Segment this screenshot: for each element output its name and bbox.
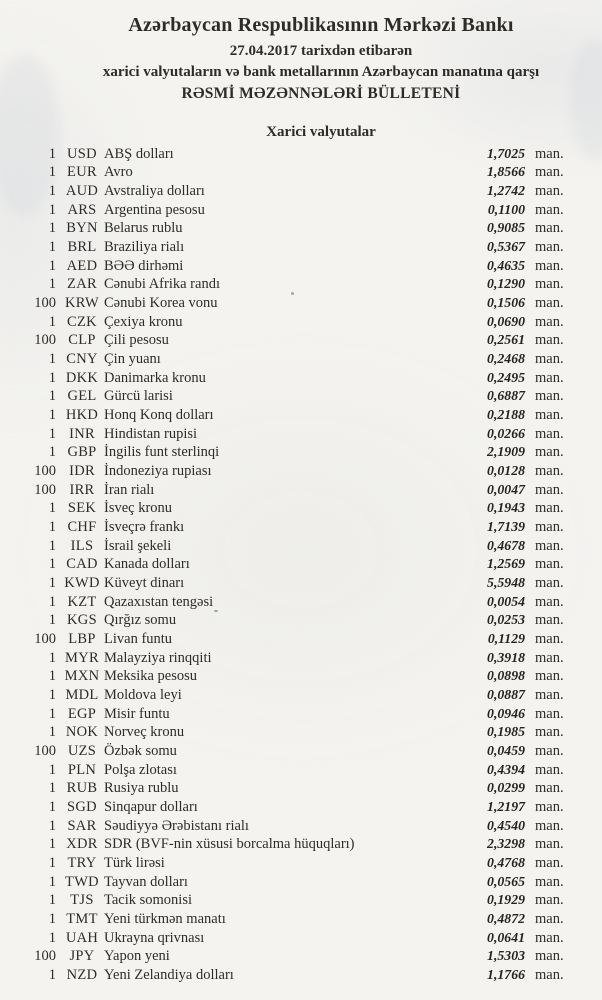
rate-value-cell: 0,0898 — [487, 668, 525, 684]
currency-code-cell: EUR — [67, 164, 97, 181]
rate-row — [0, 723, 602, 742]
unit-cell: man. — [535, 276, 564, 293]
rate-row — [0, 835, 602, 854]
unit-cell: man. — [535, 873, 564, 890]
quantity-cell: 100 — [34, 294, 56, 311]
bulletin-title: RƏSMİ MƏZƏNNƏLƏRİ BÜLLETENİ — [181, 85, 461, 102]
currency-code-cell: RUB — [66, 780, 98, 797]
rate-value-cell: 1,7025 — [487, 145, 525, 161]
currency-name-cell: İsveçrə frankı — [104, 518, 185, 535]
currency-name-cell: Belarus rublu — [104, 220, 183, 237]
rate-value-cell: 0,6887 — [487, 388, 525, 404]
currency-name-cell: Sinqapur dolları — [104, 799, 198, 816]
currency-name-cell: Livan funtu — [104, 630, 173, 647]
rate-row — [0, 275, 602, 294]
document-header — [42, 13, 600, 104]
unit-cell: man. — [535, 593, 564, 610]
unit-cell: man. — [535, 500, 564, 517]
rates-table — [0, 145, 602, 985]
unit-cell: man. — [535, 724, 564, 741]
quantity-cell: 1 — [48, 780, 56, 797]
currency-code-cell: PLN — [67, 761, 97, 778]
currency-code-cell: IDR — [69, 462, 95, 479]
unit-cell: man. — [535, 799, 564, 816]
unit-cell: man. — [535, 182, 564, 199]
rate-row — [0, 238, 602, 257]
quantity-cell: 100 — [34, 462, 56, 479]
currency-code-cell: KWD — [64, 574, 100, 591]
unit-cell: man. — [535, 574, 564, 591]
quantity-cell: 1 — [48, 556, 56, 573]
rate-row — [0, 369, 602, 388]
rate-row — [0, 518, 602, 537]
rate-value-cell: 0,1929 — [487, 892, 525, 908]
currency-code-cell: ILS — [70, 537, 94, 554]
unit-cell: man. — [535, 350, 564, 367]
rate-value-cell: 0,0690 — [487, 313, 525, 329]
rate-row — [0, 201, 602, 220]
currency-code-cell: EGP — [67, 705, 97, 722]
rate-row — [0, 462, 602, 481]
rate-row — [0, 891, 602, 910]
rate-value-cell: 0,0641 — [487, 929, 525, 945]
currency-name-cell: Moldova leyi — [104, 686, 182, 703]
quantity-cell: 1 — [48, 238, 56, 255]
currency-name-cell: ABŞ dolları — [104, 145, 174, 162]
rate-value-cell: 0,0946 — [487, 705, 525, 721]
unit-cell: man. — [535, 556, 564, 573]
quantity-cell: 1 — [48, 313, 56, 330]
unit-cell: man. — [535, 686, 564, 703]
rate-row — [0, 649, 602, 668]
currency-code-cell: UZS — [67, 743, 97, 759]
unit-cell: man. — [535, 425, 564, 442]
quantity-cell: 1 — [48, 593, 56, 610]
effective-date: 27.04.2017 tarixdən etibarən — [229, 43, 413, 59]
unit-cell: man. — [535, 780, 564, 797]
unit-cell: man. — [535, 761, 564, 778]
rate-value-cell: 1,7139 — [487, 518, 525, 534]
rate-value-cell: 0,1129 — [487, 630, 525, 646]
unit-cell: man. — [535, 836, 564, 853]
unit-cell: man. — [535, 649, 564, 666]
currency-code-cell: CAD — [66, 556, 98, 573]
unit-cell: man. — [535, 967, 564, 984]
bank-name: Azərbaycan Respublikasının Mərkəzi Bankı — [128, 14, 514, 36]
currency-name-cell: Cənubi Korea vonu — [104, 294, 218, 311]
quantity-cell: 1 — [48, 425, 56, 442]
currency-code-cell: CZK — [67, 313, 97, 330]
quantity-cell: 1 — [48, 705, 56, 722]
currency-code-cell: CNY — [66, 350, 98, 367]
rate-value-cell: 0,0299 — [487, 780, 525, 796]
currency-code-cell: MYR — [65, 649, 99, 666]
currency-code-cell: SEK — [67, 500, 97, 517]
unit-cell: man. — [535, 705, 564, 722]
rate-row — [0, 313, 602, 332]
unit-cell: man. — [535, 612, 564, 629]
currency-name-cell: İngilis funt sterlinqi — [104, 444, 220, 461]
currency-code-cell: MDL — [65, 686, 99, 703]
rate-row — [0, 798, 602, 817]
currency-code-cell: BYN — [66, 220, 98, 237]
unit-cell: man. — [535, 855, 564, 872]
currency-code-cell: ZAR — [67, 276, 97, 293]
rate-row — [0, 499, 602, 518]
rate-row — [0, 929, 602, 948]
unit-cell: man. — [535, 668, 564, 685]
unit-cell: man. — [535, 164, 564, 181]
currency-name-cell: Çili pesosu — [104, 332, 169, 349]
quantity-cell: 100 — [34, 743, 56, 759]
quantity-cell: 1 — [48, 145, 56, 162]
quantity-cell: 100 — [34, 481, 56, 498]
rate-value-cell: 0,9085 — [487, 220, 525, 236]
currency-code-cell: SGD — [67, 799, 97, 816]
rate-value-cell: 2,3298 — [487, 836, 525, 852]
rate-value-cell: 0,2468 — [487, 350, 525, 366]
unit-cell: man. — [535, 294, 564, 311]
rate-value-cell: 0,1943 — [487, 500, 525, 516]
rate-value-cell: 0,0128 — [487, 462, 525, 478]
unit-cell: man. — [535, 817, 564, 834]
rate-value-cell: 0,5367 — [487, 238, 525, 254]
rate-row — [0, 630, 602, 649]
currency-code-cell: TMT — [66, 911, 98, 928]
quantity-cell: 1 — [48, 724, 56, 741]
currency-name-cell: Çin yuanı — [104, 350, 161, 367]
rate-value-cell: 0,1985 — [487, 724, 525, 740]
rate-value-cell: 0,4394 — [487, 761, 525, 777]
rate-row — [0, 817, 602, 836]
scope-line: xarici valyutaların və bank metallarının Azərbaycan manatına qarşı — [102, 64, 540, 80]
rate-value-cell: 0,4540 — [487, 817, 525, 833]
currency-code-cell: XDR — [66, 836, 98, 853]
quantity-cell: 1 — [48, 855, 56, 872]
unit-cell: man. — [535, 743, 564, 759]
rate-value-cell: 0,4768 — [487, 855, 525, 871]
unit-cell: man. — [535, 201, 564, 218]
quantity-cell: 1 — [48, 182, 56, 199]
rate-row — [0, 705, 602, 724]
quantity-cell: 1 — [48, 388, 56, 405]
currency-code-cell: TWD — [65, 873, 99, 890]
currency-name-cell: Türk lirəsi — [104, 855, 165, 872]
rate-value-cell: 0,0266 — [487, 425, 525, 441]
rate-row — [0, 425, 602, 444]
rate-row — [0, 593, 602, 612]
currency-name-cell: Meksika pesosu — [104, 668, 198, 685]
currency-name-cell: Honq Konq dolları — [104, 406, 214, 423]
currency-code-cell: KRW — [65, 294, 99, 311]
currency-name-cell: Səudiyyə Ərəbistanı rialı — [104, 817, 249, 834]
rate-row — [0, 350, 602, 369]
currency-code-cell: NZD — [66, 967, 98, 984]
currency-name-cell: Yapon yeni — [104, 948, 170, 965]
quantity-cell: 1 — [48, 276, 56, 293]
rate-value-cell: 0,1290 — [487, 276, 525, 292]
rate-value-cell: 0,0887 — [487, 686, 525, 702]
rate-row — [0, 947, 602, 966]
unit-cell: man. — [535, 911, 564, 928]
unit-cell: man. — [535, 537, 564, 554]
rate-value-cell: 0,4872 — [487, 911, 525, 927]
currency-name-cell: Norveç kronu — [104, 724, 185, 741]
unit-cell: man. — [535, 313, 564, 330]
rate-row — [0, 854, 602, 873]
rate-row — [0, 910, 602, 929]
unit-cell: man. — [535, 444, 564, 461]
currency-code-cell: TRY — [67, 855, 97, 872]
currency-name-cell: İsveç kronu — [104, 500, 173, 517]
currency-code-cell: MXN — [64, 668, 100, 685]
quantity-cell: 1 — [48, 350, 56, 367]
rate-value-cell: 0,0047 — [487, 481, 525, 497]
currency-name-cell: Argentina pesosu — [104, 201, 205, 218]
currency-name-cell: Misir funtu — [104, 705, 170, 722]
rate-row — [0, 182, 602, 201]
rate-value-cell: 1,2569 — [487, 556, 525, 572]
currency-name-cell: İran rialı — [104, 481, 155, 498]
rate-row — [0, 555, 602, 574]
rate-value-cell: 0,0253 — [487, 612, 525, 628]
unit-cell: man. — [535, 462, 564, 479]
currency-name-cell: Polşa zlotası — [104, 761, 177, 778]
currency-name-cell: Braziliya rialı — [104, 238, 185, 255]
currency-name-cell: Avstraliya dolları — [104, 182, 205, 199]
currency-code-cell: USD — [67, 145, 97, 162]
quantity-cell: 1 — [48, 761, 56, 778]
quantity-cell: 1 — [48, 537, 56, 554]
currency-code-cell: LBP — [68, 630, 96, 647]
rate-value-cell: 1,2197 — [487, 799, 525, 815]
currency-code-cell: AUD — [65, 182, 99, 199]
currency-name-cell: BƏƏ dirhəmi — [104, 257, 184, 274]
quantity-cell: 1 — [48, 967, 56, 984]
rate-row — [0, 686, 602, 705]
currency-name-cell: Cənubi Afrika randı — [104, 276, 220, 293]
rate-row — [0, 257, 602, 276]
quantity-cell: 100 — [34, 332, 56, 349]
unit-cell: man. — [535, 406, 564, 423]
quantity-cell: 100 — [34, 630, 56, 647]
currency-name-cell: Tayvan dolları — [104, 873, 188, 890]
rate-row — [0, 294, 602, 313]
unit-cell: man. — [535, 481, 564, 498]
rate-value-cell: 0,1100 — [487, 201, 525, 217]
rate-row — [0, 537, 602, 556]
currency-name-cell: Ukrayna qrivnası — [104, 929, 205, 946]
quantity-cell: 1 — [48, 929, 56, 946]
quantity-cell: 1 — [48, 518, 56, 535]
rate-row — [0, 387, 602, 406]
rate-row — [0, 331, 602, 350]
currency-name-cell: İsrail şekeli — [104, 537, 172, 554]
quantity-cell: 1 — [48, 836, 56, 853]
currency-code-cell: IRR — [69, 481, 95, 498]
unit-cell: man. — [535, 948, 564, 965]
quantity-cell: 1 — [48, 892, 56, 909]
quantity-cell: 1 — [48, 574, 56, 591]
rate-value-cell: 1,2742 — [487, 182, 525, 198]
currency-code-cell: ARS — [67, 201, 97, 218]
quantity-cell: 1 — [48, 201, 56, 218]
rate-row — [0, 779, 602, 798]
quantity-cell: 100 — [34, 948, 56, 965]
currency-name-cell: Özbək somu — [104, 743, 177, 759]
rate-value-cell: 0,2188 — [487, 406, 525, 422]
unit-cell: man. — [535, 238, 564, 255]
currency-code-cell: INR — [69, 425, 95, 442]
rate-row — [0, 443, 602, 462]
currency-code-cell: DKK — [65, 369, 99, 386]
currency-name-cell: Küveyt dinarı — [104, 574, 185, 591]
currency-name-cell: Qazaxıstan tengəsi — [104, 593, 214, 610]
currency-code-cell: CHF — [67, 518, 97, 535]
unit-cell: man. — [535, 220, 564, 237]
unit-cell: man. — [535, 332, 564, 349]
section-title: Xarici valyutalar — [266, 124, 376, 140]
currency-name-cell: SDR (BVF-nin xüsusi borcalma hüquqları) — [104, 836, 355, 853]
currency-name-cell: İndoneziya rupiası — [104, 462, 212, 479]
rate-row — [0, 667, 602, 686]
quantity-cell: 1 — [48, 500, 56, 517]
currency-code-cell: SAR — [67, 817, 97, 834]
rate-value-cell: 0,2561 — [487, 332, 525, 348]
rate-value-cell: 5,5948 — [487, 574, 525, 590]
currency-name-cell: Tacik somonisi — [104, 892, 192, 909]
currency-name-cell: Çexiya kronu — [104, 313, 183, 330]
rate-value-cell: 0,4635 — [487, 257, 525, 273]
currency-code-cell: GEL — [67, 388, 97, 405]
rate-row — [0, 742, 602, 761]
unit-cell: man. — [535, 892, 564, 909]
quantity-cell: 1 — [48, 612, 56, 629]
currency-code-cell: GBP — [67, 444, 97, 461]
quantity-cell: 1 — [48, 799, 56, 816]
currency-code-cell: JPY — [69, 948, 95, 965]
currency-code-cell: KZT — [67, 593, 97, 610]
quantity-cell: 1 — [48, 911, 56, 928]
rate-value-cell: 1,1766 — [487, 967, 525, 983]
currency-name-cell: Kanada dolları — [104, 556, 190, 573]
currency-code-cell: CLP — [68, 332, 96, 349]
rate-value-cell: 0,3918 — [487, 649, 525, 665]
currency-name-cell: Yeni Zelandiya dolları — [104, 967, 234, 984]
currency-code-cell: AED — [66, 257, 98, 274]
quantity-cell: 1 — [48, 220, 56, 237]
rate-row — [0, 219, 602, 238]
unit-cell: man. — [535, 518, 564, 535]
unit-cell: man. — [535, 369, 564, 386]
rate-value-cell: 0,0459 — [487, 743, 525, 758]
currency-code-cell: KGS — [67, 612, 97, 629]
unit-cell: man. — [535, 630, 564, 647]
rate-value-cell: 0,0565 — [487, 873, 525, 889]
rate-row — [0, 406, 602, 425]
quantity-cell: 1 — [48, 649, 56, 666]
currency-code-cell: TJS — [70, 892, 94, 909]
quantity-cell: 1 — [48, 406, 56, 423]
rate-value-cell: 0,2495 — [487, 369, 525, 385]
rate-value-cell: 0,1506 — [487, 294, 525, 310]
rate-row — [0, 611, 602, 630]
currency-name-cell: Malayziya rinqqiti — [104, 649, 212, 666]
quantity-cell: 1 — [48, 257, 56, 274]
rate-row — [0, 481, 602, 500]
rate-value-cell: 1,5303 — [487, 948, 525, 964]
currency-name-cell: Qırğız somu — [104, 612, 177, 629]
rate-row — [0, 966, 602, 985]
currency-name-cell: Avro — [104, 164, 133, 181]
quantity-cell: 1 — [48, 444, 56, 461]
rate-value-cell: 0,4678 — [487, 537, 525, 553]
rate-row — [0, 163, 602, 182]
rate-value-cell: 2,1909 — [487, 444, 525, 460]
currency-name-cell: Rusiya rublu — [104, 780, 179, 797]
rate-row — [0, 574, 602, 593]
quantity-cell: 1 — [48, 164, 56, 181]
rate-value-cell: 1,8566 — [487, 164, 525, 180]
quantity-cell: 1 — [48, 686, 56, 703]
quantity-cell: 1 — [48, 369, 56, 386]
unit-cell: man. — [535, 929, 564, 946]
unit-cell: man. — [535, 257, 564, 274]
unit-cell: man. — [535, 388, 564, 405]
rate-row — [0, 761, 602, 780]
rate-row — [0, 145, 602, 164]
currency-code-cell: HKD — [65, 406, 99, 423]
unit-cell: man. — [535, 145, 564, 162]
quantity-cell: 1 — [48, 668, 56, 685]
rate-value-cell: 0,0054 — [487, 593, 525, 609]
rate-row — [0, 873, 602, 892]
currency-name-cell: Yeni türkmən manatı — [104, 911, 226, 928]
currency-code-cell: UAH — [65, 929, 99, 946]
currency-code-cell: BRL — [67, 238, 97, 255]
currency-code-cell: NOK — [65, 724, 99, 741]
currency-name-cell: Hindistan rupisi — [104, 425, 198, 442]
currency-name-cell: Gürcü larisi — [104, 388, 173, 405]
quantity-cell: 1 — [48, 873, 56, 890]
currency-name-cell: Danimarka kronu — [104, 369, 206, 386]
quantity-cell: 1 — [48, 817, 56, 834]
